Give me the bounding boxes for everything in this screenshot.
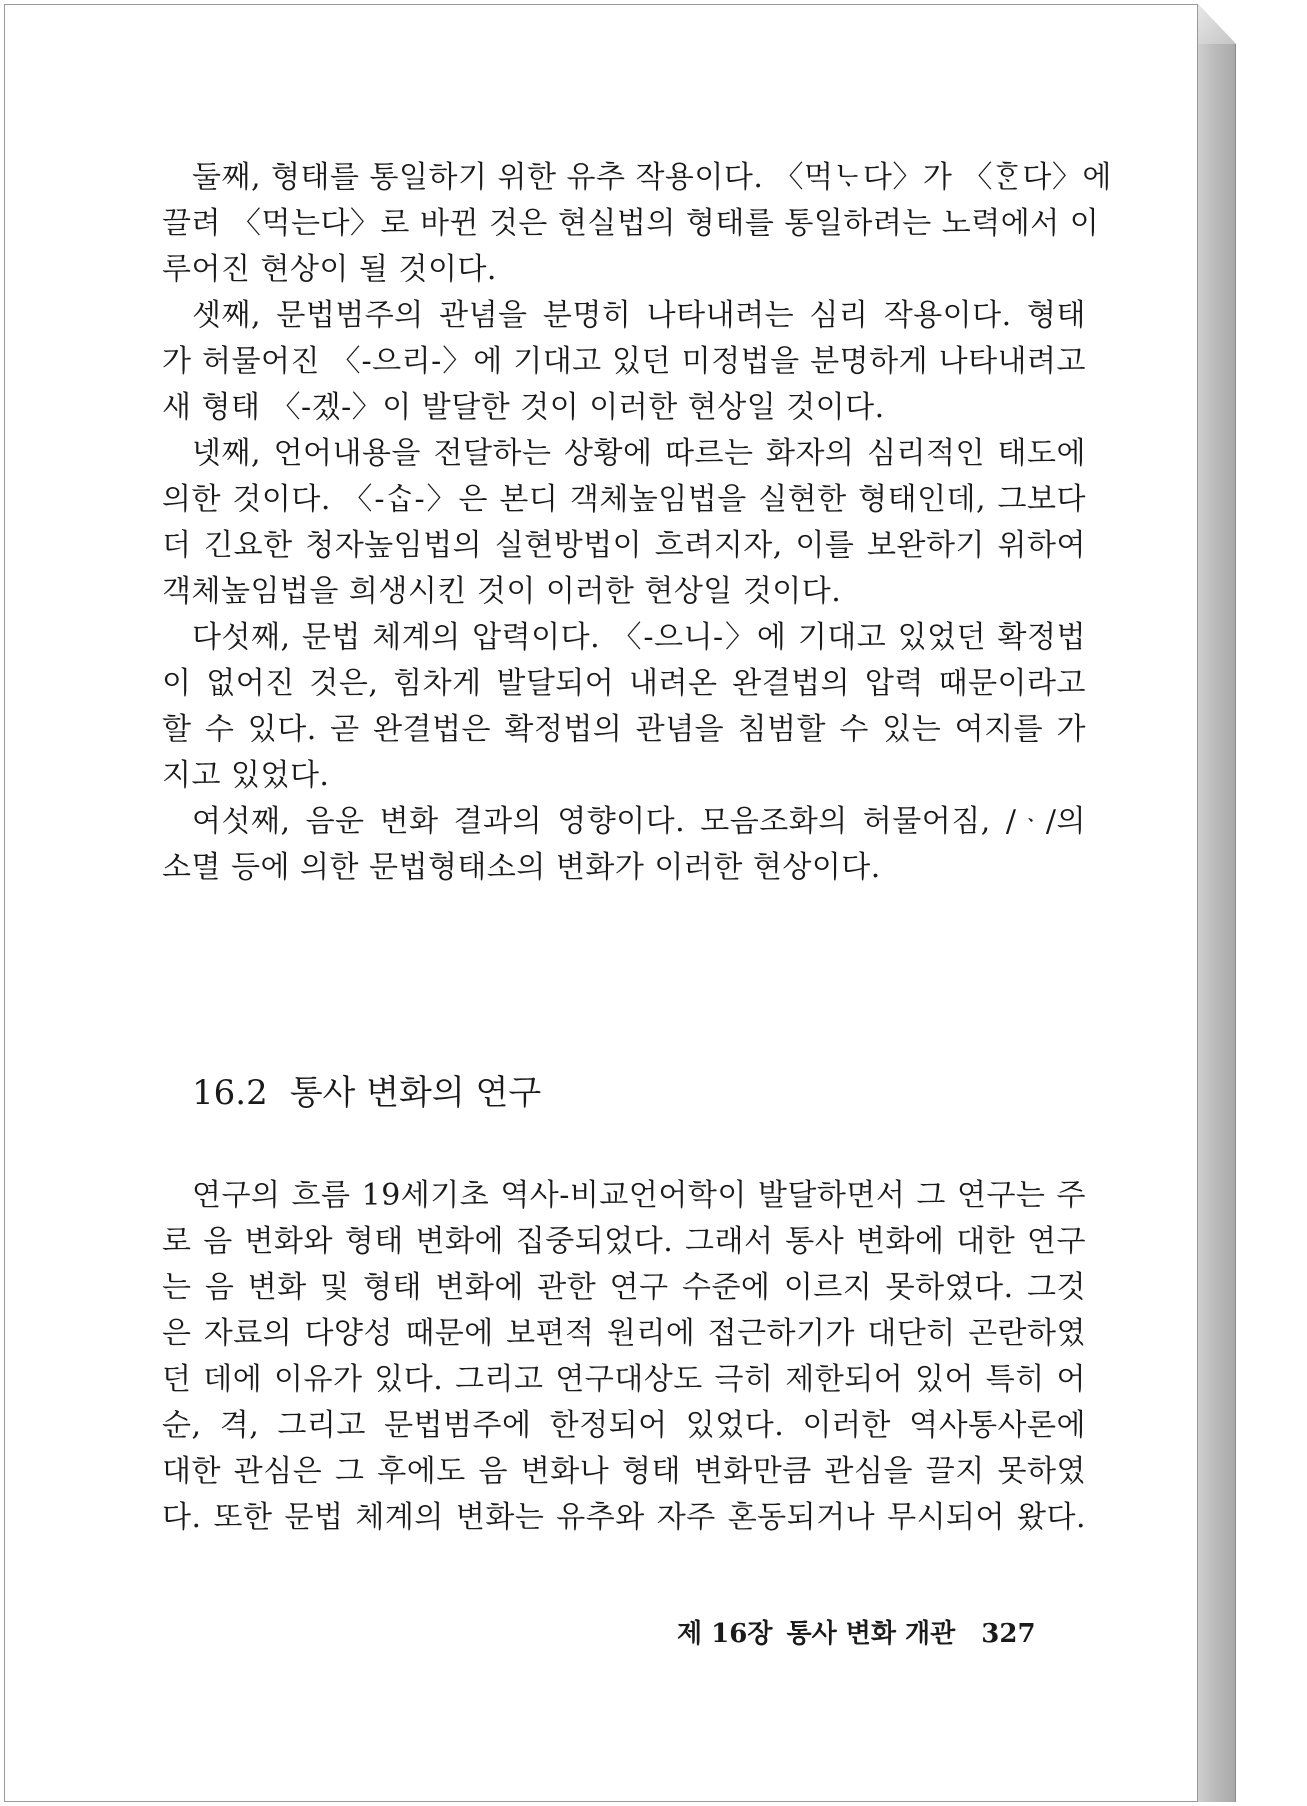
text-line: 순, 격, 그리고 문법범주에 한정되어 있었다. 이러한 역사통사론에: [162, 1408, 1086, 1443]
text-line: 가 허물어진 〈-으리-〉에 기대고 있던 미정법을 분명하게 나타내려고: [162, 344, 1086, 379]
text-line: 연구의 흐름 19세기초 역사-비교언어학이 발달하면서 그 연구는 주: [192, 1178, 1086, 1213]
section-number: 16.2: [192, 1073, 268, 1113]
text-line: 넷째, 언어내용을 전달하는 상황에 따르는 화자의 심리적인 태도에: [192, 436, 1086, 471]
section-heading: [192, 1065, 541, 1114]
text-line: 객체높임법을 희생시킨 것이 이러한 현상일 것이다.: [162, 574, 842, 609]
text-line: 새 형태 〈-겠-〉이 발달한 것이 이러한 현상일 것이다.: [162, 390, 885, 425]
text-line: 대한 관심은 그 후에도 음 변화나 형태 변화만큼 관심을 끌지 못하였: [162, 1454, 1086, 1489]
text-line: 던 데에 이유가 있다. 그리고 연구대상도 극히 제한되어 있어 특히 어: [162, 1362, 1086, 1397]
page-edge-shadow: [1198, 4, 1236, 1802]
page-edge-highlight: [1198, 4, 1236, 44]
text-line: 루어진 현상이 될 것이다.: [162, 252, 497, 287]
text-line: 끌려 〈먹는다〉로 바뀐 것은 현실법의 형태를 통일하려는 노력에서 이: [162, 206, 1100, 241]
text-line: 더 긴요한 청자높임법의 실현방법이 흐려지자, 이를 보완하기 위하여: [162, 528, 1086, 563]
text-line: 은 자료의 다양성 때문에 보편적 원리에 접근하기가 대단히 곤란하였: [162, 1316, 1086, 1351]
text-line: 셋째, 문법범주의 관념을 분명히 나타내려는 심리 작용이다. 형태: [192, 298, 1086, 333]
text-line: 지고 있었다.: [162, 758, 330, 793]
text-line: 로 음 변화와 형태 변화에 집중되었다. 그래서 통사 변화에 대한 연구: [162, 1224, 1086, 1259]
footer-chapter: 제 16장: [677, 1619, 773, 1649]
text-line: 다. 또한 문법 체계의 변화는 유추와 자주 혼동되거나 무시되어 왔다.: [162, 1500, 1086, 1535]
page-footer: [677, 1613, 1036, 1650]
page-number: 327: [981, 1619, 1036, 1649]
text-line: 의한 것이다. 〈-ᄉᆞᆸ-〉은 본디 객체높임법을 실현한 형태인데, 그보다: [162, 482, 1086, 517]
text-line: 다섯째, 문법 체계의 압력이다. 〈-으니-〉에 기대고 있었던 확정법: [192, 620, 1086, 655]
section-title: 통사 변화의 연구: [289, 1073, 542, 1113]
book-page: [4, 4, 1198, 1802]
text-line: 소멸 등에 의한 문법형태소의 변화가 이러한 현상이다.: [162, 850, 881, 885]
text-line: 할 수 있다. 곧 완결법은 확정법의 관념을 침범할 수 있는 여지를 가: [162, 712, 1086, 747]
text-line: 이 없어진 것은, 힘차게 발달되어 내려온 완결법의 압력 때문이라고: [162, 666, 1086, 701]
footer-chapter-title: 통사 변화 개관: [786, 1619, 956, 1649]
text-line: 여섯째, 음운 변화 결과의 영향이다. 모음조화의 허물어짐, /ᆞ/의: [192, 804, 1086, 839]
text-line: 는 음 변화 및 형태 변화에 관한 연구 수준에 이르지 못하였다. 그것: [162, 1270, 1086, 1305]
text-line: 둘째, 형태를 통일하기 위한 유추 작용이다. 〈먹ᄂᆞ다〉가 〈ᄒᆞᆫ다〉에: [192, 160, 1112, 195]
